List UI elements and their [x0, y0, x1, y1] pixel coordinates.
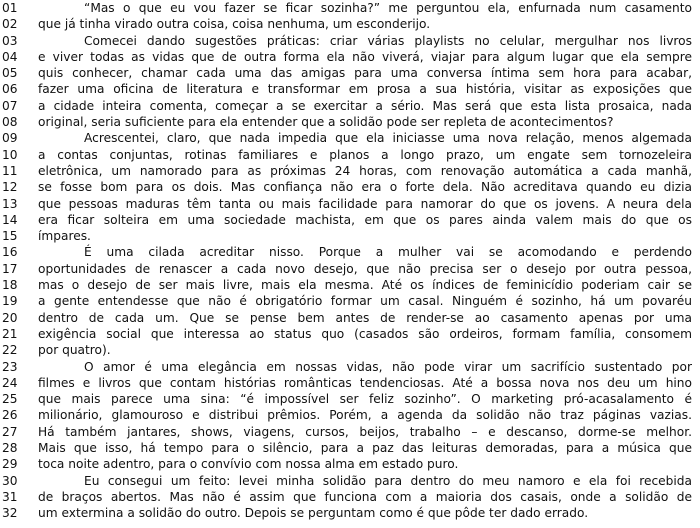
text-line — [0, 359, 700, 375]
line-text: toca noite adentro, para o convívio com nossa alma em estado puro. — [38, 457, 459, 472]
line-text: eletrônica, um namorado para as próximas 24 horas, com renovação automática a cada manhã, — [38, 163, 692, 178]
line-number: 03 — [2, 33, 18, 48]
line-text: Há também jantares, shows, viagens, cursos, beijos, trabalho – e descanso, dorme-se melhor. — [38, 424, 692, 439]
line-text: de braços abertos. Mas não é assim que funciona com a maioria dos casais, onde a solidão de — [38, 489, 692, 504]
line-number: 17 — [2, 261, 18, 276]
text-line — [0, 261, 700, 277]
line-number: 23 — [2, 359, 18, 374]
line-text: Mais que isso, há tempo para o silêncio, para a paz das leituras demoradas, para a música que — [38, 441, 692, 456]
line-text: que mais parece uma sina: “é impossível ser feliz sozinho”. O marketing pró-acasalamento é — [38, 392, 692, 407]
text-line — [0, 228, 700, 244]
line-text: É uma cilada acreditar nisso. Porque a mulher vai se acomodando e perdendo — [84, 245, 692, 260]
text-line — [0, 407, 700, 423]
text-line — [0, 65, 700, 81]
line-text: se fosse bom para os dois. Mas confiança não era o forte dela. Não acreditava quando eu dizia — [38, 180, 692, 195]
text-line — [0, 130, 700, 146]
line-text: filmes e livros que contam histórias românticas tendenciosas. Até a bossa nova nos deu um hino — [38, 375, 692, 390]
line-text: original, seria suficiente para ela entender que a solidão pode ser repleta de acontecimentos? — [38, 115, 614, 130]
text-line — [0, 505, 700, 521]
line-number: 05 — [2, 66, 18, 81]
line-number: 29 — [2, 457, 18, 472]
text-line — [0, 277, 700, 293]
line-number: 12 — [2, 180, 18, 195]
line-text: exigência social que interessa ao status quo (casados são ordeiros, formam família, consomem — [38, 326, 692, 341]
line-text: que já tinha virado outra coisa, coisa nenhuma, um esconderijo. — [38, 17, 431, 32]
line-number: 13 — [2, 196, 18, 211]
line-text: oportunidades de renascer a cada novo desejo, que não precisa ser o desejo por outra pessoa, — [38, 261, 692, 276]
line-text: a cidade inteira comenta, começar a se exercitar a sério. Mas será que esta lista prosaica, nada — [38, 98, 692, 113]
line-text: e viver todas as vidas que de outra forma ela não viverá, viajar para algum lugar que ela sempre — [38, 49, 692, 64]
text-line — [0, 163, 700, 179]
text-line — [0, 49, 700, 65]
line-text: quis conhecer, chamar cada uma das amigas para uma conversa íntima sem hora para acabar, — [38, 66, 692, 81]
text-line — [0, 456, 700, 472]
line-text: por quatro). — [38, 343, 111, 358]
line-text: era ficar solteira em uma sociedade machista, em que os pares ainda valem mais do que os — [38, 212, 692, 227]
line-number: 11 — [2, 163, 18, 178]
line-number: 09 — [2, 131, 18, 146]
text-line — [0, 196, 700, 212]
line-number: 19 — [2, 294, 18, 309]
line-text: que pessoas maduras têm tanta ou mais facilidade para namorar do que os jovens. A neura dela — [38, 196, 692, 211]
line-text: ímpares. — [38, 229, 91, 244]
line-number: 02 — [2, 17, 18, 32]
line-number: 21 — [2, 326, 18, 341]
line-text: mas o desejo de ser mais livre, mais ela mesma. Até os índices de feminicídio poderiam cair se — [38, 278, 692, 293]
line-number: 15 — [2, 229, 18, 244]
line-text: milionário, glamouroso e distribui prêmios. Porém, a agenda da solidão não traz páginas vazias. — [38, 408, 692, 423]
text-line — [0, 212, 700, 228]
text-line — [0, 98, 700, 114]
line-number: 26 — [2, 408, 18, 423]
text-line — [0, 244, 700, 260]
line-number: 27 — [2, 424, 18, 439]
text-line — [0, 440, 700, 456]
line-number: 01 — [2, 1, 18, 15]
line-text: dentro de cada um. Que se pense bem antes de render-se ao casamento apenas por uma — [38, 310, 692, 325]
line-number: 16 — [2, 245, 18, 260]
line-number: 20 — [2, 310, 18, 325]
text-line — [0, 147, 700, 163]
line-number: 32 — [2, 506, 18, 521]
text-line — [0, 391, 700, 407]
text-line — [0, 16, 700, 32]
line-text: Eu consegui um feito: levei minha solidão para dentro do meu namoro e ela foi recebida — [84, 473, 692, 488]
line-number: 08 — [2, 115, 18, 130]
line-number: 10 — [2, 147, 18, 162]
line-text: um extermina a solidão do outro. Depois se perguntam como é que pôde ter dado errado. — [38, 506, 589, 521]
line-number: 30 — [2, 473, 18, 488]
line-number: 28 — [2, 441, 18, 456]
text-line — [0, 179, 700, 195]
line-text: a contas conjuntas, rotinas familiares e planos a longo prazo, um engate sem tornozeleira — [38, 147, 692, 162]
text-line — [0, 293, 700, 309]
line-text: O amor é uma elegância em nossas vidas, não pode virar um sacrifício sustentado por — [84, 359, 692, 374]
line-number: 06 — [2, 82, 18, 97]
text-line — [0, 81, 700, 97]
line-text: a gente entendesse que não é obrigatório formar um casal. Ninguém é sozinho, há um povaréu — [38, 294, 692, 309]
line-number: 18 — [2, 278, 18, 293]
line-number: 22 — [2, 343, 18, 358]
line-text: fazer uma oficina de literatura e transformar em prosa a sua história, visitar as exposições que — [38, 82, 692, 97]
text-line — [0, 0, 700, 16]
line-number: 25 — [2, 392, 18, 407]
text-line — [0, 114, 700, 130]
text-line — [0, 310, 700, 326]
line-number: 14 — [2, 212, 18, 227]
line-number: 04 — [2, 49, 18, 64]
text-line — [0, 375, 700, 391]
text-line — [0, 424, 700, 440]
line-number: 07 — [2, 98, 18, 113]
text-line — [0, 489, 700, 505]
text-line — [0, 326, 700, 342]
line-text: Acrescentei, claro, que nada impedia que ela iniciasse uma nova relação, menos algemada — [84, 131, 692, 146]
line-number: 31 — [2, 489, 18, 504]
text-line — [0, 342, 700, 358]
line-text: Comecei dando sugestões práticas: criar várias playlists no celular, mergulhar nos livros — [84, 33, 692, 48]
line-text: “Mas o que eu vou fazer se ficar sozinha?” me perguntou ela, enfurnada num casamento — [84, 1, 692, 15]
text-line — [0, 33, 700, 49]
text-line — [0, 473, 700, 489]
line-number: 24 — [2, 375, 18, 390]
